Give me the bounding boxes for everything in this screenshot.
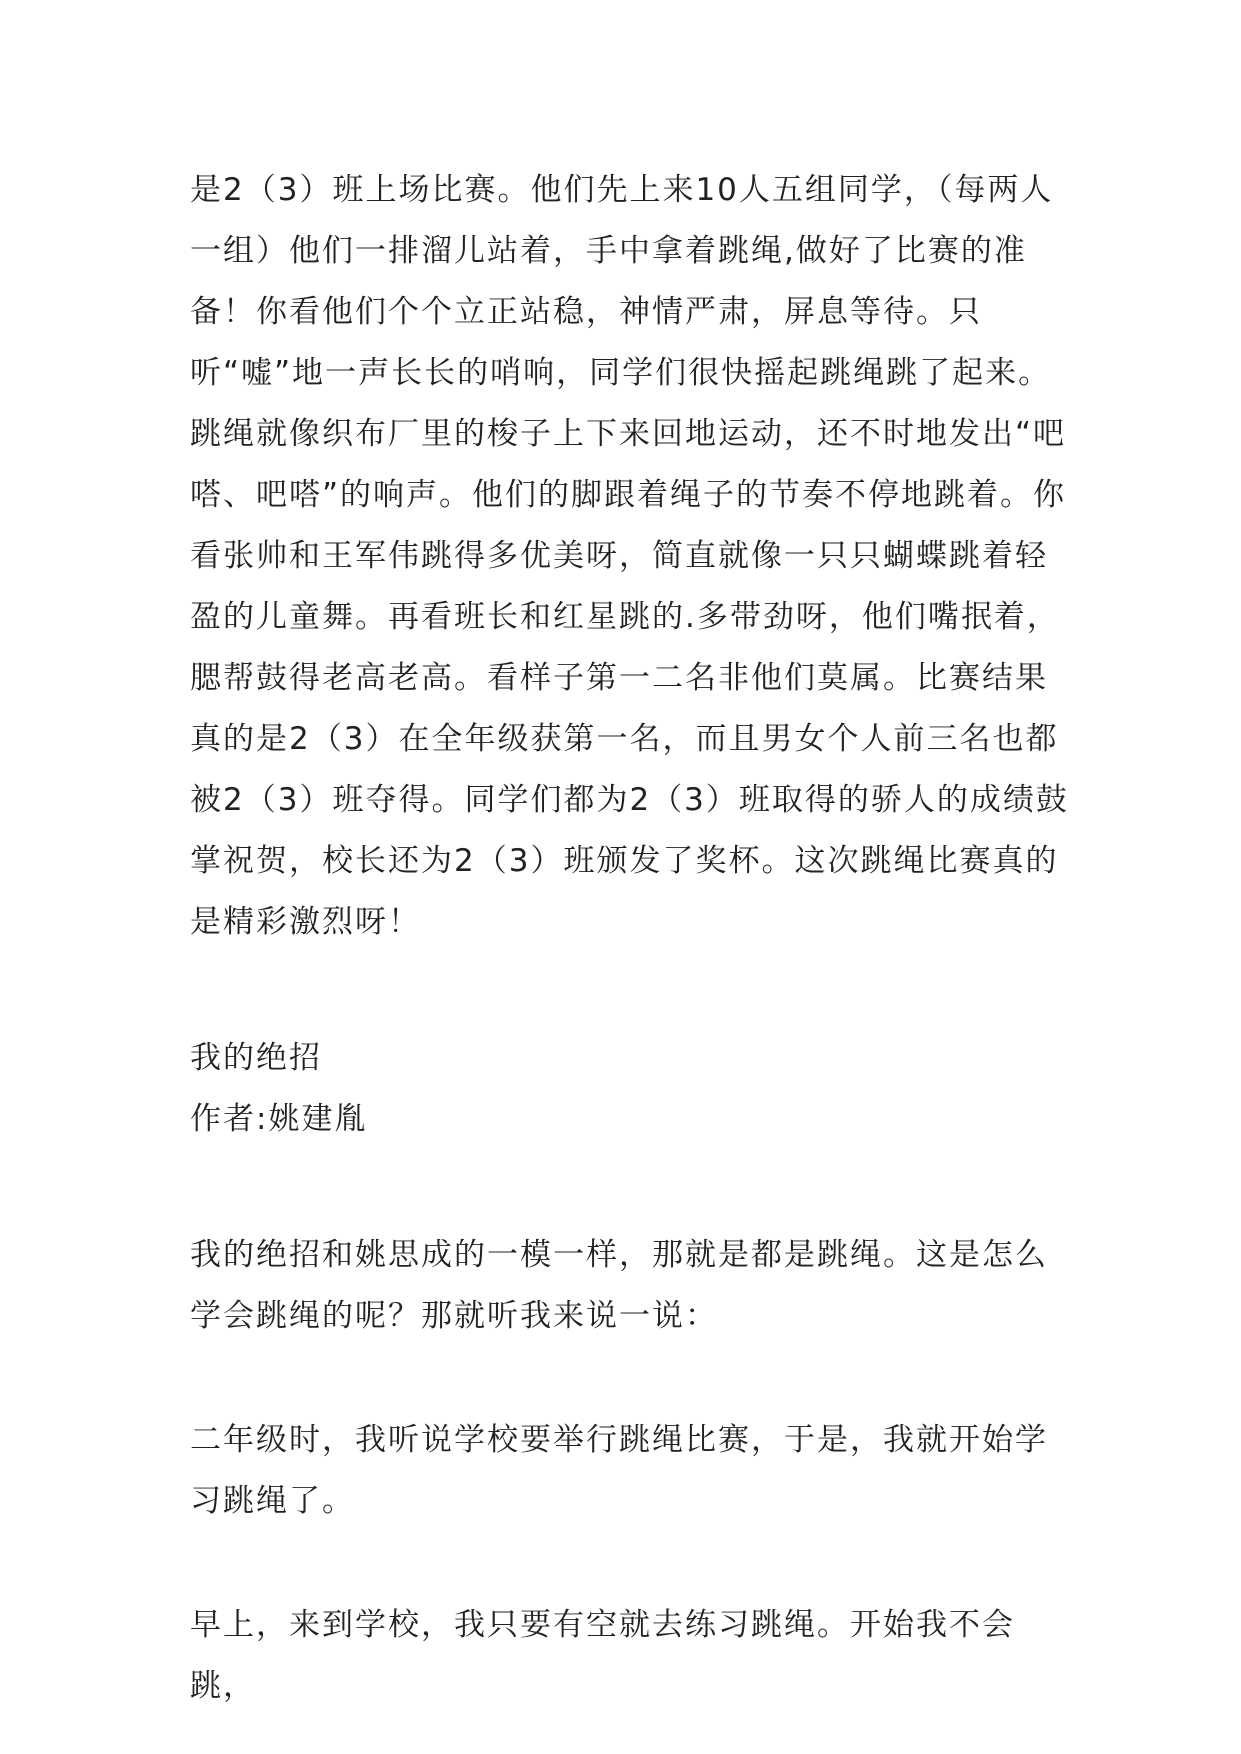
spacer [190, 1347, 1070, 1410]
author-line: 作者:姚建胤 [190, 1101, 368, 1137]
essay-title: 我的绝招 [190, 1040, 322, 1076]
document-page [190, 160, 1070, 1717]
paragraph-intro: 我的绝招和姚思成的一模一样，那就是都是跳绳。这是怎么学会跳绳的呢？那就听我来说一说： [190, 1237, 1048, 1334]
paragraph-morning: 早上，来到学校，我只要有空就去练习跳绳。开始我不会跳， [190, 1607, 1015, 1704]
paragraph-rope-competition: 是2（3）班上场比赛。他们先上来10人五组同学，（每两人一组）他们一排溜儿站着，手中拿着跳绳,做好了比赛的准备！你看他们个个立正站稳，神情严肃，屏息等待。只听“嘘”地一声长长的哨响，同学们很快摇起跳绳跳了起来。跳绳就像织布厂里的梭子上下来回地运动，还不时地发出“吧嗒、吧嗒”的响声。他们的脚跟着绳子的节奏不停地跳着。你看张帅和王军伟跳得多优美呀，简直就像一只只蝴蝶跳着轻盈的儿童舞。再看班长和红星跳的.多带劲呀，他们嘴抿着，腮帮鼓得老高老高。看样子第一二名非他们莫属。比赛结果真的是2（3）在全年级获第一名，而且男女个人前三名也都被2（3）班夺得。同学们都为2（3）班取得的骄人的成绩鼓掌祝贺，校长还为2（3）班颁发了奖杯。这次跳绳比赛真的是精彩激烈呀！ [190, 172, 1069, 940]
spacer [190, 1532, 1070, 1595]
spacer [190, 1150, 1070, 1225]
spacer [190, 953, 1070, 1028]
paragraph-second-grade: 二年级时，我听说学校要举行跳绳比赛，于是，我就开始学习跳绳了。 [190, 1422, 1048, 1519]
